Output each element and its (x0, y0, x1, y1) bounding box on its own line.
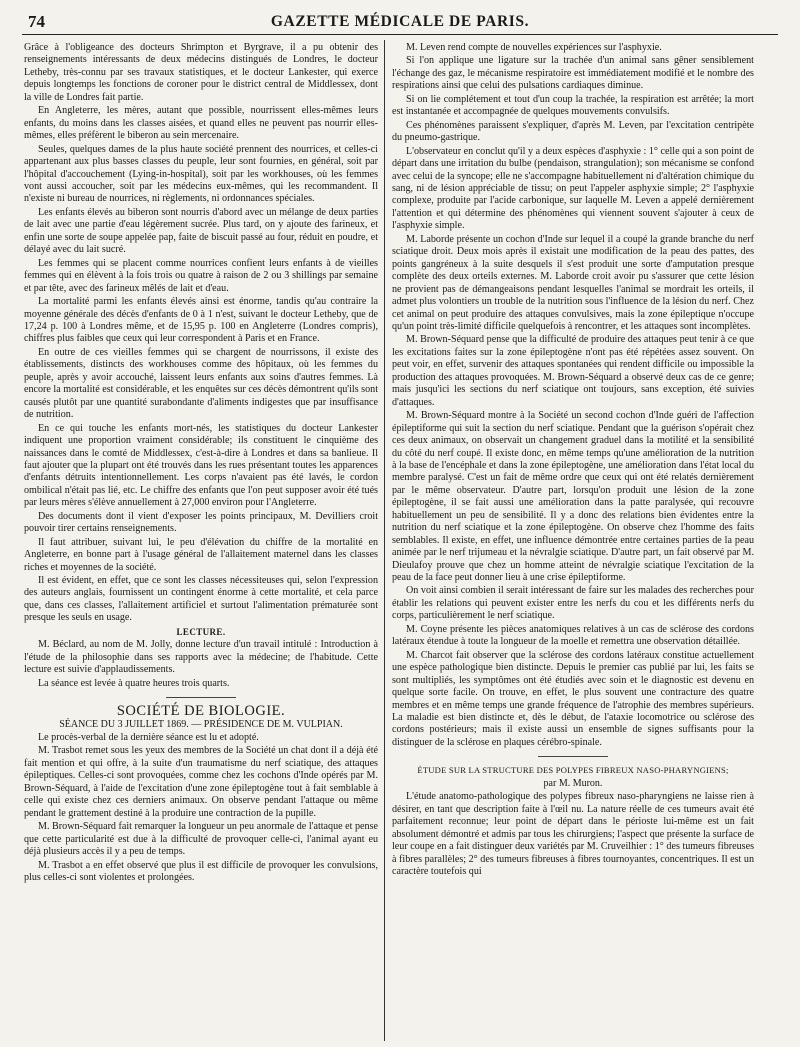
paragraph: Seules, quelques dames de la plus haute société prennent des nourrices, et celles-ci appartenant aux plus basses classes du peuple, leur sont fournies, en général, soit par l'hôpital d'accouchement (Lying-in-hospital), soit par les workhouses, où les femmes vont aussi accoucher, soit par les médecins eux-mêmes, qui les recommandent. Il n'existe ni bureau de nourrices, ni règlements, ni ordonnances spéciales. (24, 143, 378, 205)
paragraph: La mortalité parmi les enfants élevés ainsi est énorme, tandis qu'au contraire la moyenne générale des décès d'enfants de 0 à 1 n'est, suivant le docteur Letheby, que de 17,24 p. 100 à Londres même, et de 15,95 p. 100 en Angleterre (Londres compris), chiffres plus faibles que ceux qui leur correspondent à Paris et en France. (24, 296, 378, 345)
section-rule (166, 697, 236, 698)
right-column (392, 42, 754, 1043)
paragraph: Le procès-verbal de la dernière séance est lu et adopté. (38, 732, 259, 744)
paragraph: Si l'on applique une ligature sur la trachée d'un animal sans gêner sensiblement l'échange des gaz, le mécanisme respiratoire est immédiatement modifié et le nombre des respirations ainsi que celui des pulsations cardiaques diminue. (392, 55, 754, 92)
paragraph: M. Béclard, au nom de M. Jolly, donne lecture d'un travail intitulé : Introduction à l'étude de la philosophie dans ses rapports avec la médecine; de l'habitude. Cette lecture est suivie d'applaudissements. (24, 639, 378, 676)
paragraph: Des documents dont il vient d'exposer les points principaux, M. Devilliers croit pouvoir tirer certains renseignements. (24, 510, 378, 535)
paragraph: En Angleterre, les mères, autant que possible, nourrissent elles-mêmes leurs enfants, du moins dans les classes aisées, et quand elles ne peuvent pas nourrir elles-mêmes, elles préfèrent le biberon au sein mercenaire. (24, 105, 378, 142)
paragraph: La séance est levée à quatre heures trois quarts. (38, 677, 230, 689)
paragraph: L'observateur en conclut qu'il y a deux espèces d'asphyxie : 1° celle qui a son point de départ dans une irritation du bulbe (pendaison, strangulation); son mécanisme se confond avec celui de la syncope; elle ne s'accompagne habituellement ni d'altération chimique du sang, ni de lésion appréciable de tissu; on peut l'appeler asphyxie simple; 2° l'asphyxie complexe, produite par l'acide carbonique, sur laquelle M. Leven a appelé dernièrement l'attention et qui détermine des phénomènes qui viennent souvent s'ajouter à ceux de l'asphyxie simple. (392, 145, 754, 232)
paragraph: Grâce à l'obligeance des docteurs Shrimpton et Byrgrave, il a pu obtenir des renseignements intéressants de deux médecins distingués de Londres, le docteur Letheby, très-connu par ses travaux statistiques, et le docteur Lankester, qui exerce depuis longtemps les fonctions de coroner pour le district central de Middlessex, dont la ville de Londres fait partie. (24, 42, 378, 103)
paragraph: Les femmes qui se placent comme nourrices confient leurs enfants à de vieilles femmes qui en élèvent à la fois trois ou quatre à raison de 2 ou 3 shillings par semaine et par tête, avec des farineux mêlés de lait et d'eau. (24, 257, 378, 294)
journal-title: GAZETTE MÉDICALE DE PARIS. (270, 13, 530, 30)
paragraph: M. Brown-Séquard pense que la difficulté de produire des attaques peut tenir à ce que les excitations faites sur la zone épileptogène n'ont pas été répétées assez souvent. On peut voir, en effet, survenir des attaques spontanées qui rendent difficile ou impossible la production des attaques provoquées. M. Brown-Séquard a observé deux cas de ce genre; mais jusqu'ici les sections du nerf sciatique ont toujours, sans exception, été suivies d'attaques. (392, 334, 754, 408)
paragraph: M. Coyne présente les pièces anatomiques relatives à un cas de sclérose des cordons latéraux étendue à toute la longueur de la moelle et remettra une observation détaillée. (392, 623, 754, 648)
study-title: ÉTUDE SUR LA STRUCTURE DES POLYPES FIBREUX NASO-PHARYNGIENS; (417, 765, 729, 776)
paragraph: L'étude anatomo-pathologique des polypes fibreux naso-pharyngiens ne laisse rien à désirer, en tant que description faite à l'œil nu. La nature réelle de ces tumeurs avait été parfaitement reconnue; leur point de départ dans le périoste lui-même est un fait absolument démontré et admis par tous les chirurgiens; l'aspect que présente la surface de leur coupe en a fait distinguer deux variétés par M. Cruveilhier : 1° des tumeurs fibreuses à fibres parallèles; 2° des tumeurs fibreuses à fibres tournoyantes, concentriques. Il est un caractère toutefois qui (392, 791, 754, 877)
page-header (22, 8, 778, 35)
lecture-heading: LECTURE. (176, 626, 226, 637)
paragraph: Il est évident, en effet, que ce sont les classes nécessiteuses qui, selon l'expression des auteurs anglais, fournissent un contingent énorme à cette mortalité, et cela parce que, dans ces classes, l'allaitement artificiel et surtout l'alimentation prématurée sont presque les seuls en usage. (24, 575, 378, 624)
paragraph: M. Trasbot a en effet observé que plus il est difficile de provoquer les convulsions, plus celles-ci sont violentes et prolongées. (24, 859, 378, 883)
paragraph: M. Trasbot remet sous les yeux des membres de la Société un chat dont il a déjà été fait mention et qui offre, à la suite d'un traumatisme du nerf sciatique, des attaques épileptiques. Celles-ci sont provoquées, comme chez les cochons d'Inde opérés par M. Brown-Séquard, à l'aide de l'excitation d'une zone épileptogène tout à fait semblable à celle qui existe chez ces derniers animaux. On observe pendant l'attaque ou même pendant le grattement destiné à la produire une contraction de la pupille. (24, 745, 378, 819)
paragraph: M. Laborde présente un cochon d'Inde sur lequel il a coupé la grande branche du nerf sciatique droit. Deux mois après il existait une modification de la peau des pattes, des points gangréneux à la suite desquels il s'est produit une sorte d'amputation presque complète des deux orteils externes. M. Laborde croit avoir pu s'assurer que cette lésion ne provient pas de démangeaisons pendant lesquelles l'animal se mordrait les orteils, il admet plus volontiers un trouble de la nutrition sous l'influence de la lésion du nerf. Chez cet animal on peut produire des attaques convulsives, mais la zone épileptique n'occupe qu'un point très-limité difficile quelquefois à rencontrer, et les attaques sont incomplètes. (392, 233, 754, 332)
paragraph: M. Leven rend compte de nouvelles expériences sur l'asphyxie. (406, 42, 662, 53)
session-line: SÉANCE DU 3 JUILLET 1869. — PRÉSIDENCE DE M. VULPIAN. (59, 718, 343, 730)
paragraph: On voit ainsi combien il serait intéressant de faire sur les malades des recherches pour établir les relations qui peuvent exister entre les nerfs du cou et les différents nerfs du corps, particulièrement le nerf sciatique. (392, 585, 754, 622)
column-divider (384, 40, 385, 1041)
paragraph: M. Charcot fait observer que la sclérose des cordons latéraux constitue actuellement une espèce pathologique bien distincte. Depuis le premier cas publié par lui, les faits se sont multipliés, les symptômes ont été étudiés avec soin et le diagnostic est devenu en quelque sorte facile. On trouve, en effet, le plus souvent une contracture des quatre membres et en même temps une grande fréquence de l'atrophie des membres supérieurs. La maladie est bien distincte et, dès le début, de l'ataxie locomotrice ou sclérose des cordons postérieurs; mais il existe aussi un ensemble de signes suffisants pour la distinguer de la sclérose en plaques cérébro-spinale. (392, 649, 754, 748)
paragraph: Si on lie complétement et tout d'un coup la trachée, la respiration est arrêtée; la mort est instantanée et accompagnée de quelques mouvements convulsifs. (392, 93, 754, 118)
left-column (24, 42, 378, 1043)
paragraph: M. Brown-Séquard fait remarquer la longueur un peu anormale de l'attaque et pense que cette particularité est due à la difficulté de provoquer celle-ci, l'animal ayant eu déjà plusieurs accès il y a peu de temps. (24, 821, 378, 858)
study-author: par M. Muron. (543, 777, 603, 789)
paragraph: M. Brown-Séquard montre à la Société un second cochon d'Inde guéri de l'affection épileptiforme qui suit la section du nerf sciatique. Pendant que la guérison s'opérait chez ces deux animaux, on observait un changement graduel dans la motilité et la sensibilité du côté du nerf coupé. Il existe donc, en même temps qu'une amélioration de la nutrition à la base de l'encéphale et dans la zone épileptogène, une amélioration dans l'état local du membre paralysé. C'est un fait de même ordre que ceux qui ont été relatés dernièrement par le même observateur. D'autre part, lorsqu'on produit une lésion de la zone épileptogène, il se fait aussi une amélioration dans la patte paralysée, qui recouvre habituellement un peu de sensibilité. Il y a donc des relations bien évidentes entre la nutrition du nerf sciatique et la zone épileptogène. On observe chez l'homme des faits semblables. Il existe, en effet, une influence démontrée entre certaines parties de la peau animée par le nerf trijumeau et la névralgie sciatique. D'autre part, un fait observé par M. Dieulafoy prouve que chez un homme atteint de névralgie sciatique l'excitation de la peau de la face peut donner lieu à une crise épileptiforme. (392, 410, 754, 584)
paragraph: Les enfants élevés au biberon sont nourris d'abord avec un mélange de deux parties de lait avec une partie d'eau légèrement sucrée. Plus tard, on y ajoute des farineux, et enfin une sorte de soupe appelée pap, faite de biscuit passé au four, réduit en poudre, et délayé avec du lait sucré. (24, 206, 378, 256)
section-rule (538, 756, 608, 757)
society-title: SOCIÉTÉ DE BIOLOGIE. (116, 703, 286, 720)
paragraph: En ce qui touche les enfants mort-nés, les statistiques du docteur Lankester indiquent une proportion vraiment considérable; ils constituent le cinquième des naissances dans le comté de Middlessex, c'est-à-dire à Londres et dans sa banlieue. Il faut ajouter que la plupart ont été trouvés dans les rues présentant toutes les apparences d'enfants détruits intentionnellement. Les corps n'avaient pas été lavés, le cordon ombilical n'était pas lié, etc. Le chiffre des enfants que l'on peut supposer avoir été tués par leurs mères s'élève annuellement à 27,000 environ pour l'Angleterre. (24, 422, 378, 509)
paragraph: En outre de ces vieilles femmes qui se chargent de nourrissons, il existe des établissements, distincts des workhouses comme des hôpitaux, où les femmes du peuple, après y avoir accouché, laissent leurs enfants aux soins d'autres femmes. Là encore la mortalité est considérable, et les enquêtes sur ces décès démontrent qu'ils sont causés plutôt par une quantité surabondante d'aliments indigestes que par insuffisance de nutrition. (24, 346, 378, 421)
page-number: 74 (28, 12, 45, 31)
paragraph: Ces phénomènes paraissent s'expliquer, d'après M. Leven, par l'excitation centripète du pneumo-gastrique. (392, 119, 754, 144)
paragraph: Il faut attribuer, suivant lui, le peu d'élévation du chiffre de la mortalité en Angleterre, en bonne part à l'usage général de l'allaitement maternel dans les classes riches et moyennes de la société. (24, 536, 378, 573)
